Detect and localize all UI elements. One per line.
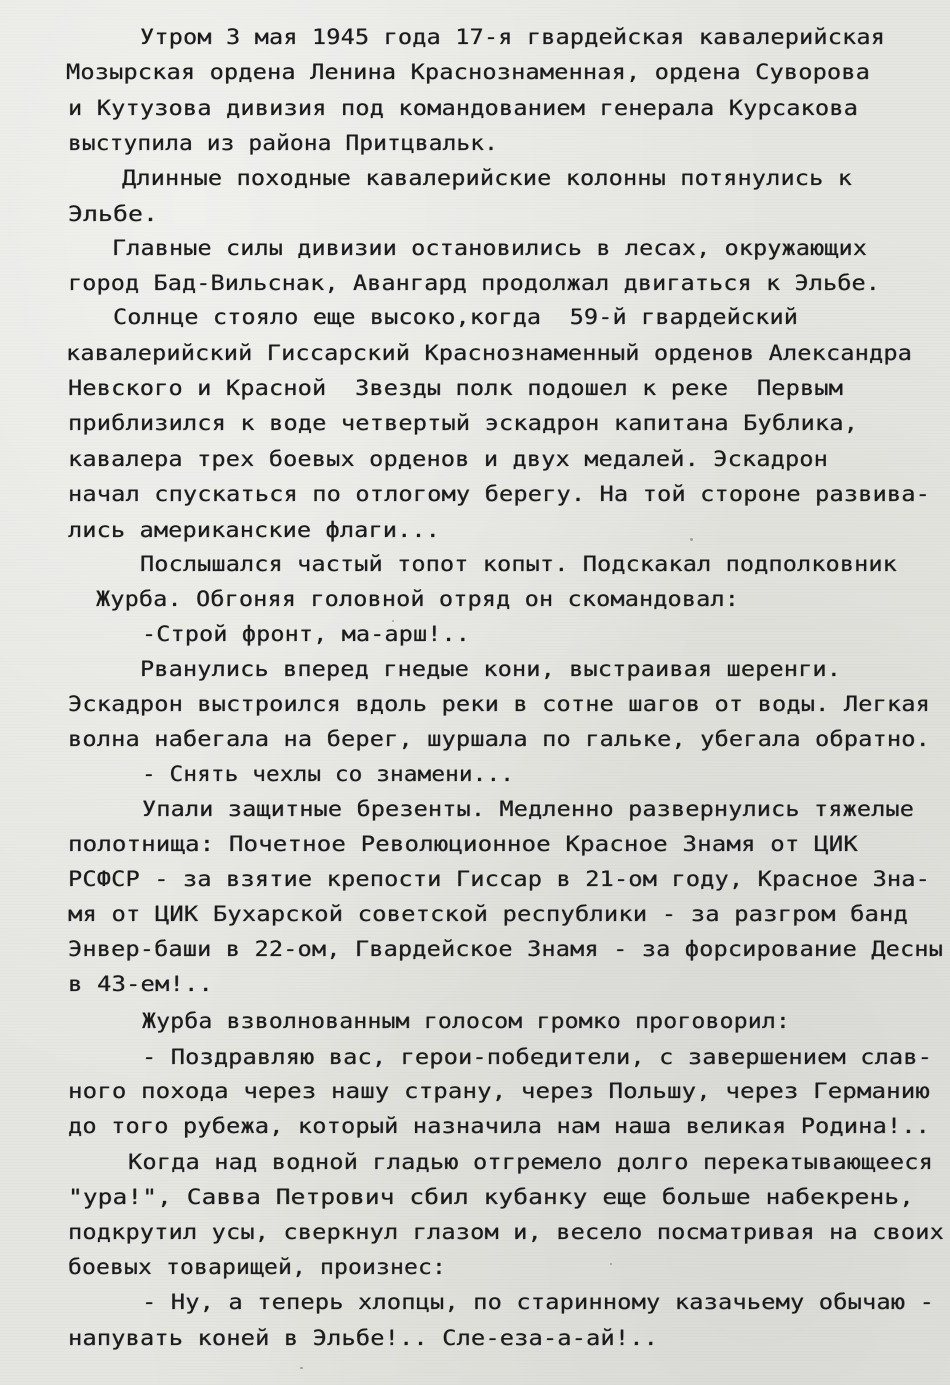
scan-speck xyxy=(392,620,394,622)
scan-speck xyxy=(300,1367,303,1369)
text-line-6: Эльбе. xyxy=(68,202,158,227)
text-line-9: Солнце стояло еще высоко,когда 59-й гвардейский xyxy=(113,305,798,330)
text-line-33: Когда над водной гладью отгремело долго перекатывающееся xyxy=(128,1150,933,1175)
text-line-18: -Строй фронт, ма-арш!.. xyxy=(142,622,470,647)
text-line-31: ного похода через нашу страну, через Польшу, через Германию xyxy=(68,1079,930,1104)
text-line-7: Главные силы дивизии остановились в лесах, окружающих xyxy=(112,236,868,261)
text-line-16: Послышался частый топот копыт. Подскакал подполковник xyxy=(140,552,897,577)
text-line-21: волна набегала на берег, шуршала по гальке, убегала обратно. xyxy=(68,727,931,752)
text-line-29: Журба взволнованным голосом громко проговорил: xyxy=(142,1009,790,1034)
text-line-34: "ура!", Савва Петрович сбил кубанку еще больше набекрень, xyxy=(68,1185,915,1210)
text-line-22: - Снять чехлы со знамени... xyxy=(142,762,514,787)
text-line-30: - Поздравляю вас, герои-победители, с завершением слав- xyxy=(142,1045,933,1070)
text-line-28: в 43-ем!.. xyxy=(68,972,214,997)
text-line-19: Рванулись вперед гнедые кони, выстраивая шеренги. xyxy=(140,657,841,682)
text-line-36: боевых товарищей, произнес: xyxy=(68,1255,446,1280)
scan-speck xyxy=(610,1263,612,1265)
text-line-27: Энвер-баши в 22-ом, Гвардейское Знамя - за форсирование Десны xyxy=(68,937,944,962)
text-line-15: лись американские флаги... xyxy=(68,518,440,543)
text-line-23: Упали защитные брезенты. Медленно развернулись тяжелые xyxy=(142,797,915,822)
text-line-5: Длинные походные кавалерийские колонны потянулись к xyxy=(122,166,853,191)
text-line-11: Невского и Красной Звезды полк подошел к реке Первым xyxy=(68,376,844,401)
text-line-2: Мозырская ордена Ленина Краснознаменная, ордена Суворова xyxy=(66,60,871,85)
text-line-25: РСФСР - за взятие крепости Гиссар в 21-ом году, Красное Зна- xyxy=(68,867,931,892)
text-line-24: полотнища: Почетное Революционное Красное Знамя от ЦИК xyxy=(68,832,858,857)
text-line-32: до того рубежа, который назначила нам наша великая Родина!.. xyxy=(68,1114,931,1139)
text-line-4: выступила из района Притцвальк. xyxy=(68,131,499,156)
text-line-1: Утром 3 мая 1945 года 17-я гвардейская кавалерийская xyxy=(140,25,886,50)
text-line-3: и Кутузова дивизия под командованием генерала Курсакова xyxy=(68,96,859,121)
text-line-37: - Ну, а теперь хлопцы, по старинному казачьему обычаю - xyxy=(142,1290,934,1315)
scan-speck xyxy=(690,538,693,541)
text-line-17: Журба. Обгоняя головной отряд он скомандовал: xyxy=(96,587,740,612)
text-line-20: Эскадрон выстроился вдоль реки в сотне шагов от воды. Легкая xyxy=(68,692,931,717)
text-line-13: кавалера трех боевых орденов и двух медалей. Эскадрон xyxy=(68,447,828,472)
text-line-8: город Бад-Вильснак, Авангард продолжал двигаться к Эльбе. xyxy=(68,271,881,296)
text-line-26: мя от ЦИК Бухарской советской республики - за разгром банд xyxy=(68,902,908,927)
text-line-38: напувать коней в Эльбе!.. Сле-еза-а-ай!.. xyxy=(68,1326,659,1351)
text-line-12: приблизился к воде четвертый эскадрон капитана Бублика, xyxy=(68,411,859,436)
text-line-10: кавалерийский Гиссарский Краснознаменный орденов Александра xyxy=(66,341,913,366)
text-line-35: подкрутил усы, сверкнул глазом и, весело посматривая на своих xyxy=(68,1220,944,1245)
text-line-14: начал спускаться по отлогому берегу. На той стороне развива- xyxy=(68,482,931,507)
